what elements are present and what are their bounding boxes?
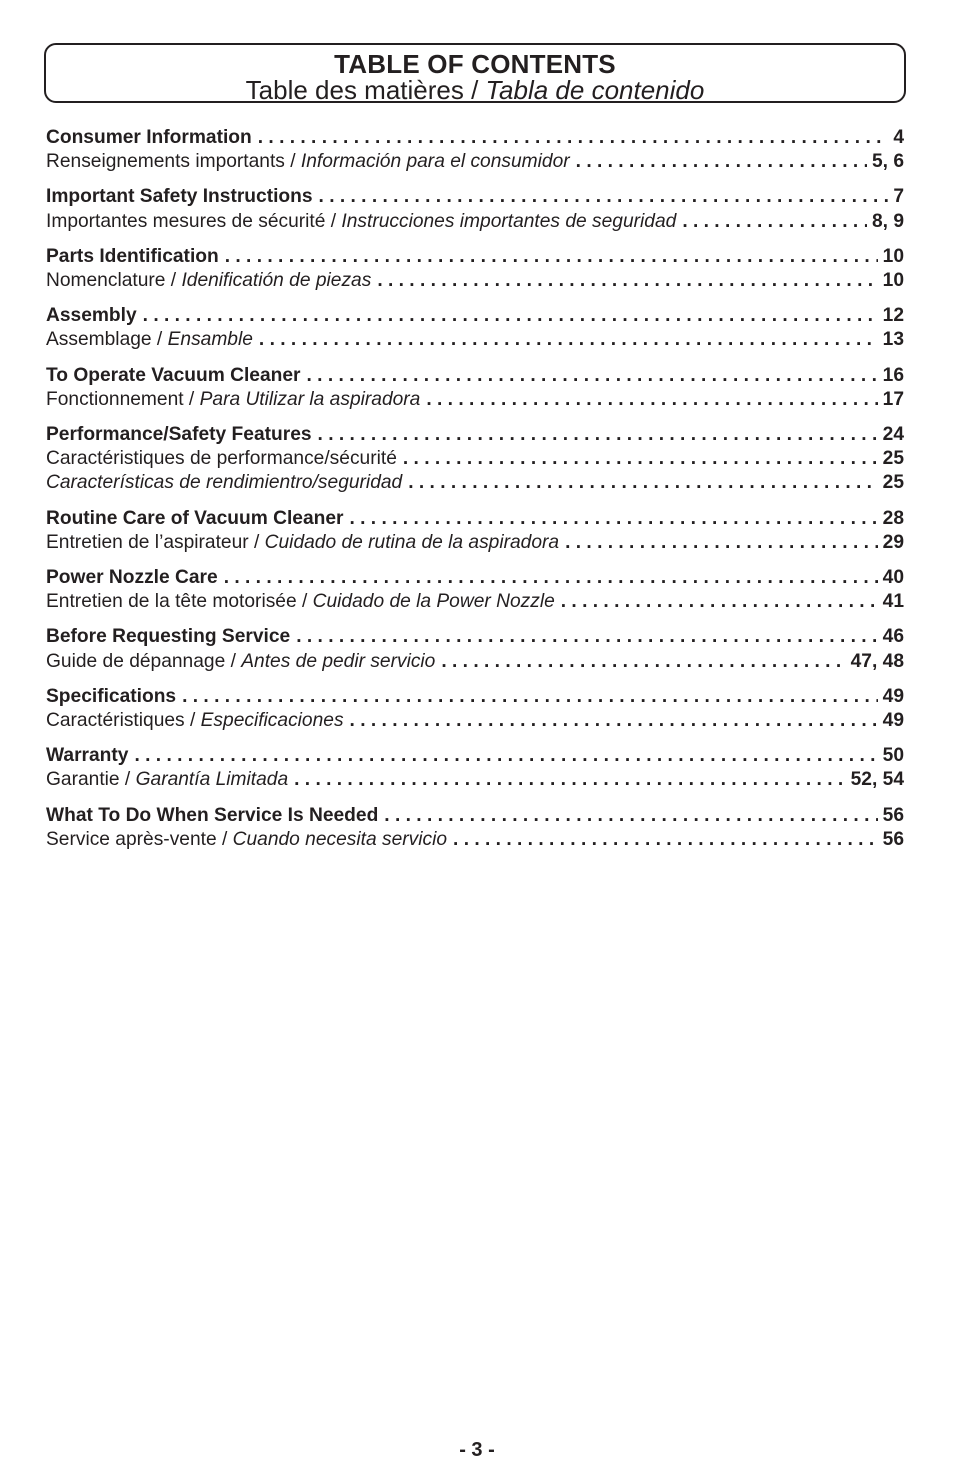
toc-entry[interactable] <box>46 423 904 447</box>
toc-leader-dots <box>258 126 889 150</box>
toc-leader-dots <box>561 590 878 614</box>
toc-entry-label-spanish: Características de rendimientro/seguridad <box>46 472 403 494</box>
toc-page-number: 7 <box>893 186 904 208</box>
toc-entry-label: Parts Identification <box>46 245 219 267</box>
toc-entry-label: What To Do When Service Is Needed <box>46 804 379 826</box>
toc-entry-label: To Operate Vacuum Cleaner <box>46 364 301 386</box>
toc-group <box>46 304 904 352</box>
toc-entry-label <box>46 590 555 614</box>
toc-leader-dots <box>453 828 878 852</box>
page-subtitle <box>46 77 904 103</box>
toc-entry-label-spanish: Instrucciones importantes de seguridad <box>341 210 677 232</box>
toc-entry-label <box>46 828 447 852</box>
toc-group <box>46 507 904 555</box>
toc-page-number: 5, 6 <box>871 151 904 173</box>
toc-entry-label-spanish: Idenificatión de piezas <box>181 270 372 292</box>
toc-entry-label-french: Renseignements importants / <box>46 151 301 173</box>
toc-entry-label <box>46 150 570 174</box>
toc-entry-label-french: Nomenclature / <box>46 270 182 292</box>
toc-leader-dots <box>307 364 878 388</box>
toc-page-number: 40 <box>882 567 904 589</box>
toc-page-number: 29 <box>882 531 904 553</box>
toc-entry-label-spanish: Información para el consumidor <box>300 151 570 173</box>
toc-leader-dots <box>576 150 867 174</box>
toc-leader-dots <box>403 447 878 471</box>
toc-page-number: 25 <box>882 472 904 494</box>
page-number: - 3 - <box>459 1439 495 1461</box>
toc-entry-label-french: Importantes mesures de sécurité / <box>46 210 342 232</box>
toc-page-number: 28 <box>882 507 904 529</box>
table-of-contents <box>46 126 904 863</box>
toc-entry-label-spanish: Cuidado de rutina de la aspiradora <box>264 531 560 553</box>
toc-entry[interactable] <box>46 566 904 590</box>
toc-leader-dots <box>682 210 867 234</box>
toc-page-number: 16 <box>882 364 904 386</box>
toc-leader-dots <box>319 185 889 209</box>
toc-entry-label-spanish: Garantía Limitada <box>135 769 289 791</box>
toc-leader-dots <box>318 423 878 447</box>
toc-group <box>46 685 904 733</box>
toc-entry-label <box>46 388 420 412</box>
toc-entry-label-spanish: Cuando necesita servicio <box>232 828 448 850</box>
toc-group <box>46 126 904 174</box>
toc-leader-dots <box>384 804 877 828</box>
toc-entry[interactable] <box>46 269 904 293</box>
page-title: TABLE OF CONTENTS <box>334 49 616 79</box>
toc-entry-label-spanish: Especificaciones <box>200 710 344 732</box>
toc-entry[interactable] <box>46 685 904 709</box>
toc-entry-label-french: Fonctionnement / <box>46 388 200 410</box>
toc-group <box>46 364 904 412</box>
toc-page-number: 47, 48 <box>850 650 904 672</box>
toc-group <box>46 804 904 852</box>
toc-entry[interactable] <box>46 210 904 234</box>
toc-page-number: 52, 54 <box>850 769 904 791</box>
toc-entry-label: Before Requesting Service <box>46 626 291 648</box>
toc-page-number: 13 <box>882 329 904 351</box>
subtitle-french: Table des matières / <box>245 75 486 105</box>
toc-leader-dots <box>441 650 845 674</box>
toc-entry[interactable] <box>46 768 904 792</box>
toc-page-number: 49 <box>882 710 904 732</box>
toc-entry[interactable] <box>46 590 904 614</box>
toc-group <box>46 625 904 673</box>
toc-page-number: 24 <box>882 424 904 446</box>
toc-leader-dots <box>408 471 877 495</box>
toc-entry-label-spanish: Ensamble <box>167 329 253 351</box>
toc-entry-label <box>46 768 288 792</box>
toc-leader-dots <box>426 388 877 412</box>
toc-leader-dots <box>225 245 878 269</box>
toc-entry-label-french: Entretien de la tête motorisée / <box>46 591 313 613</box>
toc-entry[interactable] <box>46 126 904 150</box>
toc-page-number: 4 <box>893 127 904 148</box>
toc-entry[interactable] <box>46 150 904 174</box>
toc-entry[interactable] <box>46 447 904 471</box>
toc-entry-label <box>46 531 559 555</box>
toc-leader-dots <box>143 304 878 328</box>
toc-page-number: 10 <box>882 245 904 267</box>
toc-entry[interactable] <box>46 625 904 649</box>
toc-entry-label <box>46 328 253 352</box>
subtitle-spanish: Tabla de contenido <box>485 75 705 105</box>
toc-page-number: 12 <box>882 305 904 327</box>
toc-page-number: 10 <box>882 270 904 292</box>
toc-entry-label <box>46 447 397 471</box>
toc-leader-dots <box>182 685 878 709</box>
toc-entry-label-spanish: Cuidado de la Power Nozzle <box>312 591 555 613</box>
toc-leader-dots <box>259 328 878 352</box>
toc-entry-label <box>46 650 435 674</box>
toc-leader-dots <box>350 709 878 733</box>
toc-leader-dots <box>349 507 877 531</box>
toc-entry-label: Assembly <box>46 305 137 327</box>
toc-entry-label-spanish: Para Utilizar la aspiradora <box>199 388 421 410</box>
toc-leader-dots <box>565 531 878 555</box>
toc-entry-label-french: Garantie / <box>46 769 136 791</box>
toc-entry-label: Warranty <box>46 745 129 767</box>
toc-leader-dots <box>296 625 877 649</box>
toc-entry[interactable] <box>46 804 904 828</box>
toc-entry-label <box>46 210 676 234</box>
toc-page-number: 41 <box>882 591 904 613</box>
toc-entry[interactable] <box>46 304 904 328</box>
toc-entry[interactable] <box>46 185 904 209</box>
toc-entry-label: Important Safety Instructions <box>46 186 313 208</box>
toc-group <box>46 744 904 792</box>
toc-group <box>46 245 904 293</box>
toc-entry-label-spanish: Antes de pedir servicio <box>241 650 436 672</box>
toc-entry-label: Performance/Safety Features <box>46 424 312 446</box>
toc-leader-dots <box>224 566 878 590</box>
toc-entry-label-french: Guide de dépannage / <box>46 650 242 672</box>
toc-entry-label <box>46 709 344 733</box>
toc-entry-label: Power Nozzle Care <box>46 567 218 589</box>
toc-entry[interactable] <box>46 744 904 768</box>
toc-entry-label <box>46 471 402 495</box>
toc-entry-label: Specifications <box>46 685 177 707</box>
toc-entry-label-french: Entretien de l’aspirateur / <box>46 531 265 553</box>
toc-entry[interactable] <box>46 364 904 388</box>
toc-page-number: 56 <box>882 828 904 850</box>
toc-page-number: 50 <box>882 745 904 767</box>
toc-leader-dots <box>134 744 877 768</box>
toc-page-number: 25 <box>882 448 904 470</box>
toc-entry[interactable] <box>46 328 904 352</box>
toc-entry[interactable] <box>46 507 904 531</box>
toc-entry[interactable] <box>46 471 904 495</box>
toc-entry[interactable] <box>46 709 904 733</box>
toc-title-box <box>44 43 906 103</box>
toc-entry-label-french: Service après-vente / <box>46 828 233 850</box>
toc-entry-label: Consumer Information <box>46 127 252 148</box>
toc-group <box>46 566 904 614</box>
toc-page-number: 8, 9 <box>871 210 904 232</box>
toc-entry-label: Routine Care of Vacuum Cleaner <box>46 507 344 529</box>
toc-page-number: 49 <box>882 685 904 707</box>
toc-entry-label-french: Caractéristiques / <box>46 710 201 732</box>
toc-entry-label-french: Assemblage / <box>46 329 168 351</box>
toc-page-number: 46 <box>882 626 904 648</box>
toc-page-number: 17 <box>882 388 904 410</box>
toc-entry[interactable] <box>46 650 904 674</box>
toc-group <box>46 423 904 496</box>
toc-entry-label-french: Caractéristiques de performance/sécurité <box>46 448 397 470</box>
toc-entry[interactable] <box>46 531 904 555</box>
toc-entry-label <box>46 269 371 293</box>
toc-leader-dots <box>294 768 846 792</box>
toc-page-number: 56 <box>882 804 904 826</box>
toc-entry[interactable] <box>46 388 904 412</box>
toc-group <box>46 185 904 233</box>
toc-leader-dots <box>377 269 877 293</box>
toc-entry[interactable] <box>46 245 904 269</box>
toc-entry[interactable] <box>46 828 904 852</box>
